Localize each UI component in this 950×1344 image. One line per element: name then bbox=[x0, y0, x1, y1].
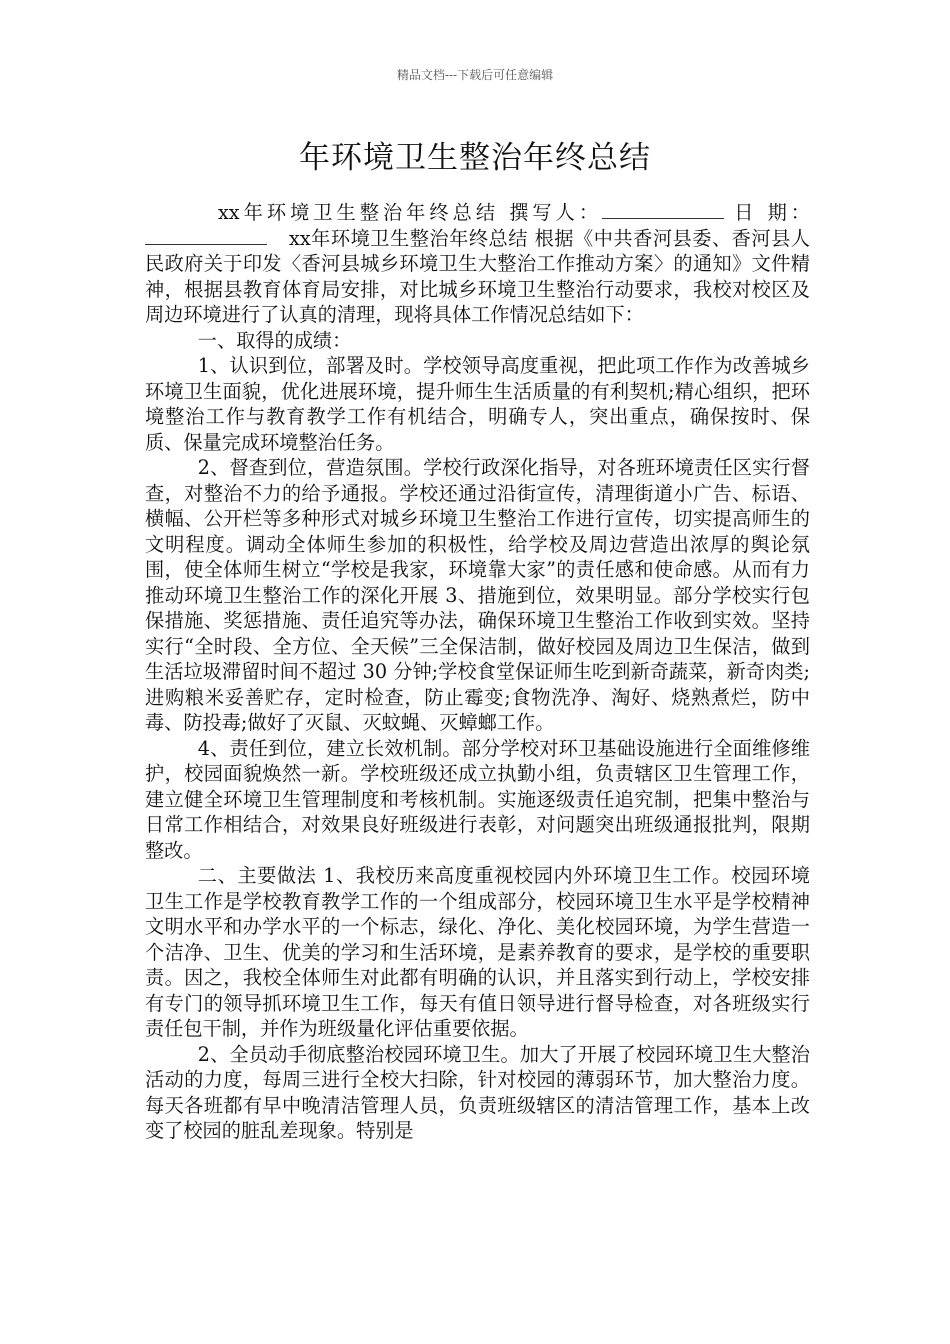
document-title: 年环境卫生整治年终总结 bbox=[299, 140, 651, 176]
paragraph-4: 4、责任到位，建立长效机制。部分学校对环卫基础设施进行全面维修维护，校园面貌焕然一新。学校班级还成立执勤小组，负责辖区卫生管理工作，建立健全环境卫生管理制度和考核机制。实施逐级责任追究制，把集中整治与日常工作相结合，对效果良好班级进行表彰，对问题突出班级通报批判，限期整改。 bbox=[145, 736, 810, 862]
section-heading-achievements: 一、取得的成绩： bbox=[197, 328, 352, 352]
paragraph-1: 1、认识到位，部署及时。学校领导高度重视，把此项工作作为改善城乡环境卫生面貌，优化进展环境，提升师生生活质量的有利契机;精心组织，把环境整治工作与教育教学工作有机结合，明确专人，突出重点，确保按时、保质、保量完成环境整治任务。 bbox=[145, 354, 810, 454]
intro-text: xx年环境卫生整治年终总结 根据《中共香河县委、香河县人民政府关于印发〈香河县城乡环境卫生大整治工作推动方案〉的通知》文件精神，根据县教育体育局安排，对比城乡环境卫生整治行动要求，我校对校区及周边环境进行了认真的清理，现将具体工作情况总结如下： bbox=[145, 226, 810, 326]
document-body bbox=[145, 200, 810, 1144]
author-blank bbox=[602, 200, 724, 219]
meta-text-date: 日 期： bbox=[724, 201, 810, 224]
meta-text-author: xx年环境卫生整治年终总结 撰写人： bbox=[217, 201, 603, 224]
paragraph-main-practices: 二、主要做法 1、我校历来高度重视校园内外环境卫生工作。校园环境卫生工作是学校教育教学工作的一个组成部分，校园环境卫生水平是学校精神文明水平和办学水平的一个标志，绿化、净化、美化校园环境，为学生营造一个洁净、卫生、优美的学习和生活环境，是素养教育的要求，是学校的重要职责。因之，我校全体师生对此都有明确的认识，并且落实到行动上，学校安排有专门的领导抓环境卫生工作，每天有值日领导进行督导检查，对各班级实行责任包干制，并作为班级量化评估重要依据。 bbox=[145, 864, 810, 1040]
meta-paragraph bbox=[145, 200, 810, 328]
paragraph-cleanup: 2、全员动手彻底整治校园环境卫生。加大了开展了校园环境卫生大整治活动的力度，每周三进行全校大扫除，针对校园的薄弱环节，加大整治力度。每天各班都有早中晚清洁管理人员，负责班级辖区的清洁管理工作，基本上改变了校园的脏乱差现象。特别是 bbox=[145, 1042, 810, 1142]
paragraph-2: 2、督查到位，营造氛围。学校行政深化指导，对各班环境责任区实行督查，对整治不力的给予通报。学校还通过沿街宣传，清理街道小广告、标语、横幅、公开栏等多种形式对城乡环境卫生整治工作进行宣传，切实提高师生的文明程度。调动全体师生参加的积极性，给学校及周边营造出浓厚的舆论氛围，使全体师生树立“学校是我家，环境靠大家”的责任感和使命感。从而有力推动环境卫生整治工作的深化开展 3、措施到位，效果明显。部分学校实行包保措施、奖惩措施、责任追究等办法，确保环境卫生整治工作收到实效。坚持实行“全时段、全方位、全天候”三全保洁制，做好校园及周边卫生保洁，做到生活垃圾滞留时间不超过 30 分钟;学校食堂保证师生吃到新奇蔬菜，新奇肉类;进购粮米妥善贮存，定时检查，防止霉变;食物洗净、淘好、烧熟煮烂，防中毒、防投毒;做好了灭鼠、灭蚊蝇、灭蟑螂工作。 bbox=[145, 456, 810, 734]
header-note: 精品文档---下载后可任意编辑 bbox=[396, 68, 554, 82]
date-blank bbox=[145, 226, 267, 245]
